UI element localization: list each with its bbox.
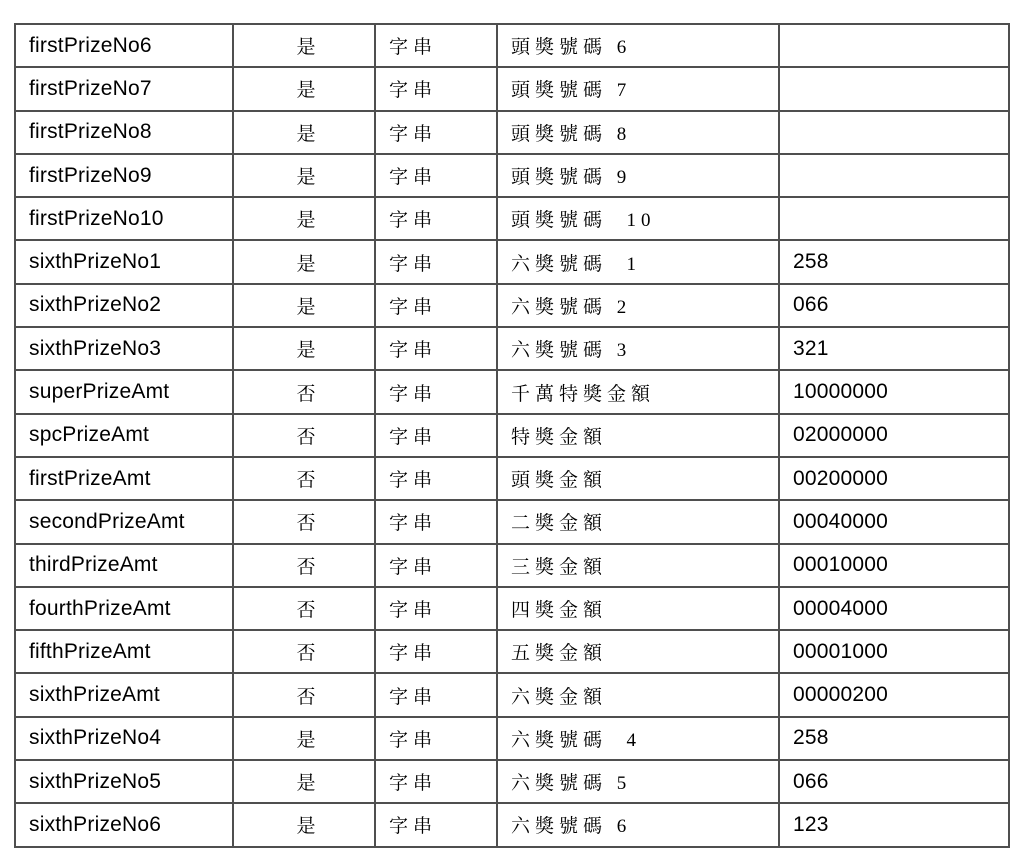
description-cell: 六獎號碼 2 bbox=[497, 284, 779, 327]
description-cell: 頭獎號碼 7 bbox=[497, 67, 779, 110]
type-cell: 字串 bbox=[375, 197, 497, 240]
type-cell: 字串 bbox=[375, 587, 497, 630]
type-cell: 字串 bbox=[375, 370, 497, 413]
value-cell: 00001000 bbox=[779, 630, 1009, 673]
type-cell: 字串 bbox=[375, 284, 497, 327]
required-cell: 否 bbox=[233, 414, 375, 457]
required-cell: 否 bbox=[233, 587, 375, 630]
value-cell: 321 bbox=[779, 327, 1009, 370]
type-cell: 字串 bbox=[375, 111, 497, 154]
type-cell: 字串 bbox=[375, 154, 497, 197]
value-cell: 00200000 bbox=[779, 457, 1009, 500]
value-cell: 00004000 bbox=[779, 587, 1009, 630]
table-row bbox=[15, 24, 1009, 67]
description-cell: 六獎號碼 1 bbox=[497, 240, 779, 283]
field-cell: firstPrizeAmt bbox=[15, 457, 233, 500]
value-cell: 02000000 bbox=[779, 414, 1009, 457]
value-cell bbox=[779, 197, 1009, 240]
table-row bbox=[15, 327, 1009, 370]
field-cell: thirdPrizeAmt bbox=[15, 544, 233, 587]
required-cell: 是 bbox=[233, 327, 375, 370]
required-cell: 是 bbox=[233, 111, 375, 154]
required-cell: 是 bbox=[233, 803, 375, 846]
required-cell: 否 bbox=[233, 457, 375, 500]
value-cell: 00000200 bbox=[779, 673, 1009, 716]
table-row bbox=[15, 111, 1009, 154]
field-cell: sixthPrizeNo2 bbox=[15, 284, 233, 327]
value-cell: 10000000 bbox=[779, 370, 1009, 413]
description-cell: 頭獎號碼 9 bbox=[497, 154, 779, 197]
field-cell: firstPrizeNo6 bbox=[15, 24, 233, 67]
field-cell: firstPrizeNo8 bbox=[15, 111, 233, 154]
field-cell: spcPrizeAmt bbox=[15, 414, 233, 457]
description-cell: 頭獎金額 bbox=[497, 457, 779, 500]
type-cell: 字串 bbox=[375, 717, 497, 760]
type-cell: 字串 bbox=[375, 673, 497, 716]
required-cell: 否 bbox=[233, 500, 375, 543]
required-cell: 是 bbox=[233, 760, 375, 803]
value-cell: 00040000 bbox=[779, 500, 1009, 543]
table-row bbox=[15, 803, 1009, 846]
field-cell: fourthPrizeAmt bbox=[15, 587, 233, 630]
type-cell: 字串 bbox=[375, 67, 497, 110]
type-cell: 字串 bbox=[375, 414, 497, 457]
value-cell: 258 bbox=[779, 717, 1009, 760]
required-cell: 否 bbox=[233, 673, 375, 716]
type-cell: 字串 bbox=[375, 544, 497, 587]
table-row bbox=[15, 673, 1009, 716]
required-cell: 是 bbox=[233, 154, 375, 197]
description-cell: 六獎號碼 4 bbox=[497, 717, 779, 760]
field-cell: sixthPrizeNo3 bbox=[15, 327, 233, 370]
description-cell: 六獎金額 bbox=[497, 673, 779, 716]
type-cell: 字串 bbox=[375, 500, 497, 543]
required-cell: 否 bbox=[233, 370, 375, 413]
table-row bbox=[15, 760, 1009, 803]
table-row bbox=[15, 284, 1009, 327]
description-cell: 頭獎號碼 6 bbox=[497, 24, 779, 67]
prize-fields-table bbox=[14, 23, 1010, 848]
field-cell: sixthPrizeNo5 bbox=[15, 760, 233, 803]
table-row bbox=[15, 717, 1009, 760]
table-row bbox=[15, 457, 1009, 500]
type-cell: 字串 bbox=[375, 240, 497, 283]
value-cell: 066 bbox=[779, 284, 1009, 327]
field-cell: sixthPrizeNo1 bbox=[15, 240, 233, 283]
type-cell: 字串 bbox=[375, 760, 497, 803]
field-cell: firstPrizeNo9 bbox=[15, 154, 233, 197]
required-cell: 否 bbox=[233, 630, 375, 673]
type-cell: 字串 bbox=[375, 630, 497, 673]
required-cell: 是 bbox=[233, 24, 375, 67]
description-cell: 頭獎號碼 8 bbox=[497, 111, 779, 154]
table-row bbox=[15, 67, 1009, 110]
table-row bbox=[15, 370, 1009, 413]
description-cell: 二獎金額 bbox=[497, 500, 779, 543]
value-cell bbox=[779, 67, 1009, 110]
value-cell bbox=[779, 154, 1009, 197]
field-cell: sixthPrizeNo4 bbox=[15, 717, 233, 760]
value-cell: 123 bbox=[779, 803, 1009, 846]
value-cell: 066 bbox=[779, 760, 1009, 803]
value-cell: 258 bbox=[779, 240, 1009, 283]
field-cell: sixthPrizeNo6 bbox=[15, 803, 233, 846]
description-cell: 特獎金額 bbox=[497, 414, 779, 457]
field-cell: sixthPrizeAmt bbox=[15, 673, 233, 716]
table-row bbox=[15, 544, 1009, 587]
required-cell: 是 bbox=[233, 67, 375, 110]
value-cell bbox=[779, 111, 1009, 154]
description-cell: 六獎號碼 3 bbox=[497, 327, 779, 370]
table-body bbox=[15, 24, 1009, 847]
description-cell: 三獎金額 bbox=[497, 544, 779, 587]
required-cell: 是 bbox=[233, 717, 375, 760]
table-row bbox=[15, 240, 1009, 283]
value-cell: 00010000 bbox=[779, 544, 1009, 587]
table-row bbox=[15, 197, 1009, 240]
required-cell: 是 bbox=[233, 197, 375, 240]
description-cell: 五獎金額 bbox=[497, 630, 779, 673]
type-cell: 字串 bbox=[375, 24, 497, 67]
table-row bbox=[15, 587, 1009, 630]
field-cell: firstPrizeNo10 bbox=[15, 197, 233, 240]
description-cell: 六獎號碼 6 bbox=[497, 803, 779, 846]
table-row bbox=[15, 154, 1009, 197]
table-row bbox=[15, 414, 1009, 457]
field-cell: secondPrizeAmt bbox=[15, 500, 233, 543]
table-row bbox=[15, 630, 1009, 673]
required-cell: 否 bbox=[233, 544, 375, 587]
type-cell: 字串 bbox=[375, 327, 497, 370]
type-cell: 字串 bbox=[375, 457, 497, 500]
field-cell: superPrizeAmt bbox=[15, 370, 233, 413]
description-cell: 千萬特獎金額 bbox=[497, 370, 779, 413]
value-cell bbox=[779, 24, 1009, 67]
field-cell: fifthPrizeAmt bbox=[15, 630, 233, 673]
type-cell: 字串 bbox=[375, 803, 497, 846]
description-cell: 四獎金額 bbox=[497, 587, 779, 630]
table-row bbox=[15, 500, 1009, 543]
required-cell: 是 bbox=[233, 240, 375, 283]
required-cell: 是 bbox=[233, 284, 375, 327]
description-cell: 頭獎號碼 10 bbox=[497, 197, 779, 240]
description-cell: 六獎號碼 5 bbox=[497, 760, 779, 803]
field-cell: firstPrizeNo7 bbox=[15, 67, 233, 110]
